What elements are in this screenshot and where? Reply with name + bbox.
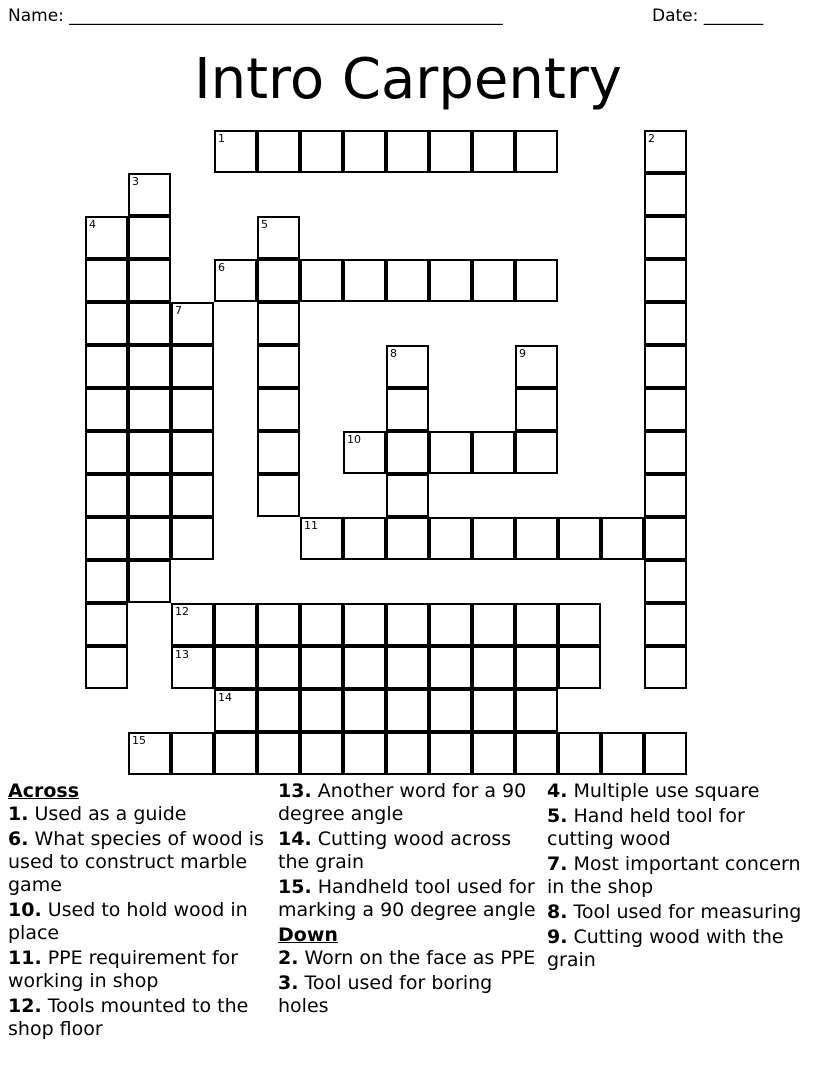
grid-cell[interactable] [171, 302, 214, 345]
grid-cell[interactable] [515, 345, 558, 388]
grid-cell[interactable] [257, 689, 300, 732]
grid-cell[interactable] [601, 732, 644, 775]
clue-column-2 [278, 780, 536, 1020]
clue-number: 6 [218, 261, 225, 274]
grid-cell[interactable] [85, 603, 128, 646]
grid-cell[interactable] [171, 345, 214, 388]
clue-number: 7 [175, 304, 182, 317]
grid-cell[interactable] [128, 517, 171, 560]
grid-cell[interactable] [472, 732, 515, 775]
grid-cell[interactable] [644, 646, 687, 689]
grid-cell[interactable] [214, 689, 257, 732]
grid-cell[interactable] [429, 259, 472, 302]
grid-cell[interactable] [343, 732, 386, 775]
clue-number: 14 [218, 691, 232, 704]
grid-cell[interactable] [386, 259, 429, 302]
grid-cell[interactable] [85, 259, 128, 302]
grid-cell[interactable] [429, 646, 472, 689]
grid-cell[interactable] [343, 259, 386, 302]
grid-cell[interactable] [644, 603, 687, 646]
grid-cell[interactable] [128, 560, 171, 603]
grid-cell[interactable] [644, 732, 687, 775]
grid-cell[interactable] [214, 603, 257, 646]
grid-cell[interactable] [128, 732, 171, 775]
grid-cell[interactable] [85, 216, 128, 259]
clue-number: 2 [648, 132, 655, 145]
grid-cell[interactable] [644, 517, 687, 560]
grid-cell[interactable] [257, 345, 300, 388]
grid-cell[interactable] [343, 603, 386, 646]
grid-cell[interactable] [171, 517, 214, 560]
grid-cell[interactable] [257, 259, 300, 302]
grid-cell[interactable] [644, 216, 687, 259]
grid-cell[interactable] [128, 302, 171, 345]
grid-cell[interactable] [85, 431, 128, 474]
clue-number: 10 [347, 433, 361, 446]
grid-cell[interactable] [128, 388, 171, 431]
grid-cell[interactable] [128, 259, 171, 302]
grid-cell[interactable] [472, 130, 515, 173]
grid-cell[interactable] [85, 646, 128, 689]
grid-cell[interactable] [171, 474, 214, 517]
grid-cell[interactable] [257, 732, 300, 775]
grid-cell[interactable] [300, 130, 343, 173]
across-clue-10: 10. Used to hold wood in place [8, 899, 248, 944]
grid-cell[interactable] [472, 431, 515, 474]
grid-cell[interactable] [85, 345, 128, 388]
clue-number: 9 [519, 347, 526, 360]
grid-cell[interactable] [644, 259, 687, 302]
clue-number: 3 [132, 175, 139, 188]
grid-cell[interactable] [214, 732, 257, 775]
grid-cell[interactable] [128, 474, 171, 517]
across-clue-13: 13. Another word for a 90 degree angle [278, 780, 527, 825]
name-label: Name: [8, 6, 64, 26]
name-blank[interactable]: ___________________________________________________ [69, 6, 503, 26]
clue-number: 4 [89, 218, 96, 231]
grid-cell[interactable] [429, 431, 472, 474]
grid-cell[interactable] [429, 517, 472, 560]
grid-cell[interactable] [644, 474, 687, 517]
grid-cell[interactable] [515, 689, 558, 732]
down-clue-3: 3. Tool used for boring holes [278, 972, 493, 1017]
down-clue-8: 8. Tool used for measuring [547, 901, 802, 923]
grid-cell[interactable] [472, 517, 515, 560]
grid-cell[interactable] [257, 216, 300, 259]
grid-cell[interactable] [515, 130, 558, 173]
grid-cell[interactable] [171, 646, 214, 689]
grid-cell[interactable] [214, 646, 257, 689]
across-clue-12: 12. Tools mounted to the shop floor [8, 995, 249, 1040]
grid-cell[interactable] [515, 517, 558, 560]
grid-cell[interactable] [558, 732, 601, 775]
grid-cell[interactable] [171, 388, 214, 431]
down-heading: Down [278, 924, 338, 946]
clue-column-3 [547, 780, 809, 974]
grid-cell[interactable] [515, 259, 558, 302]
grid-cell[interactable] [472, 689, 515, 732]
grid-cell[interactable] [128, 345, 171, 388]
grid-cell[interactable] [257, 388, 300, 431]
grid-cell[interactable] [429, 130, 472, 173]
clue-number: 13 [175, 648, 189, 661]
grid-cell[interactable] [85, 560, 128, 603]
grid-cell[interactable] [257, 646, 300, 689]
grid-cell[interactable] [429, 603, 472, 646]
grid-cell[interactable] [644, 560, 687, 603]
grid-cell[interactable] [558, 603, 601, 646]
down-clue-9: 9. Cutting wood with the grain [547, 926, 784, 971]
grid-cell[interactable] [386, 130, 429, 173]
clue-number: 12 [175, 605, 189, 618]
across-clue-11: 11. PPE requirement for working in shop [8, 947, 239, 992]
grid-cell[interactable] [515, 646, 558, 689]
clue-number: 15 [132, 734, 146, 747]
grid-cell[interactable] [257, 474, 300, 517]
clue-number: 1 [218, 132, 225, 145]
grid-cell[interactable] [429, 732, 472, 775]
grid-cell[interactable] [214, 259, 257, 302]
clue-number: 8 [390, 347, 397, 360]
grid-cell[interactable] [429, 689, 472, 732]
grid-cell[interactable] [300, 646, 343, 689]
grid-cell[interactable] [257, 603, 300, 646]
grid-cell[interactable] [343, 646, 386, 689]
grid-cell[interactable] [644, 345, 687, 388]
grid-cell[interactable] [386, 603, 429, 646]
puzzle-title: Intro Carpentry [194, 47, 622, 112]
date-blank[interactable]: _______ [703, 6, 764, 26]
grid-cell[interactable] [85, 302, 128, 345]
down-clue-2: 2. Worn on the face as PPE [278, 947, 536, 969]
grid-cell[interactable] [386, 517, 429, 560]
clue-number: 5 [261, 218, 268, 231]
grid-cell[interactable] [171, 603, 214, 646]
grid-cell[interactable] [386, 431, 429, 474]
grid-cell[interactable] [472, 646, 515, 689]
grid-cell[interactable] [128, 173, 171, 216]
grid-cell[interactable] [343, 130, 386, 173]
grid-cell[interactable] [300, 689, 343, 732]
grid-cell[interactable] [343, 517, 386, 560]
grid-cell[interactable] [472, 259, 515, 302]
grid-cell[interactable] [644, 302, 687, 345]
across-clue-15: 15. Handheld tool used for marking a 90 degree angle [278, 876, 536, 921]
grid-cell[interactable] [386, 646, 429, 689]
grid-cell[interactable] [601, 517, 644, 560]
across-heading: Across [8, 780, 80, 802]
grid-cell[interactable] [515, 388, 558, 431]
grid-cell[interactable] [644, 388, 687, 431]
grid-cell[interactable] [558, 517, 601, 560]
grid-cell[interactable] [300, 603, 343, 646]
grid-cell[interactable] [644, 130, 687, 173]
clue-number: 11 [304, 519, 318, 532]
grid-cell[interactable] [257, 431, 300, 474]
grid-cell[interactable] [386, 388, 429, 431]
down-clue-7: 7. Most important concern in the shop [547, 853, 801, 898]
down-clue-4: 4. Multiple use square [547, 780, 760, 802]
grid-cell[interactable] [128, 216, 171, 259]
grid-cell[interactable] [257, 130, 300, 173]
grid-cell[interactable] [386, 474, 429, 517]
grid-cell[interactable] [644, 431, 687, 474]
grid-cell[interactable] [214, 130, 257, 173]
grid-cell[interactable] [300, 517, 343, 560]
grid-cell[interactable] [386, 345, 429, 388]
grid-cell[interactable] [171, 732, 214, 775]
grid-cell[interactable] [386, 689, 429, 732]
date-label: Date: [652, 6, 699, 26]
grid-cell[interactable] [644, 173, 687, 216]
grid-cell[interactable] [515, 732, 558, 775]
grid-cell[interactable] [300, 732, 343, 775]
grid-cell[interactable] [300, 259, 343, 302]
grid-cell[interactable] [171, 431, 214, 474]
grid-cell[interactable] [257, 302, 300, 345]
across-clue-6: 6. What species of wood is used to construct marble game [8, 828, 264, 896]
grid-cell[interactable] [472, 603, 515, 646]
clue-column-1 [8, 780, 270, 1043]
grid-cell[interactable] [128, 431, 171, 474]
grid-cell[interactable] [85, 517, 128, 560]
grid-cell[interactable] [558, 646, 601, 689]
grid-cell[interactable] [515, 603, 558, 646]
grid-cell[interactable] [343, 431, 386, 474]
across-clue-1: 1. Used as a guide [8, 803, 187, 825]
grid-cell[interactable] [515, 431, 558, 474]
across-clue-14: 14. Cutting wood across the grain [278, 828, 512, 873]
grid-cell[interactable] [85, 474, 128, 517]
grid-cell[interactable] [386, 732, 429, 775]
down-clue-5: 5. Hand held tool for cutting wood [547, 805, 745, 850]
grid-cell[interactable] [343, 689, 386, 732]
grid-cell[interactable] [85, 388, 128, 431]
